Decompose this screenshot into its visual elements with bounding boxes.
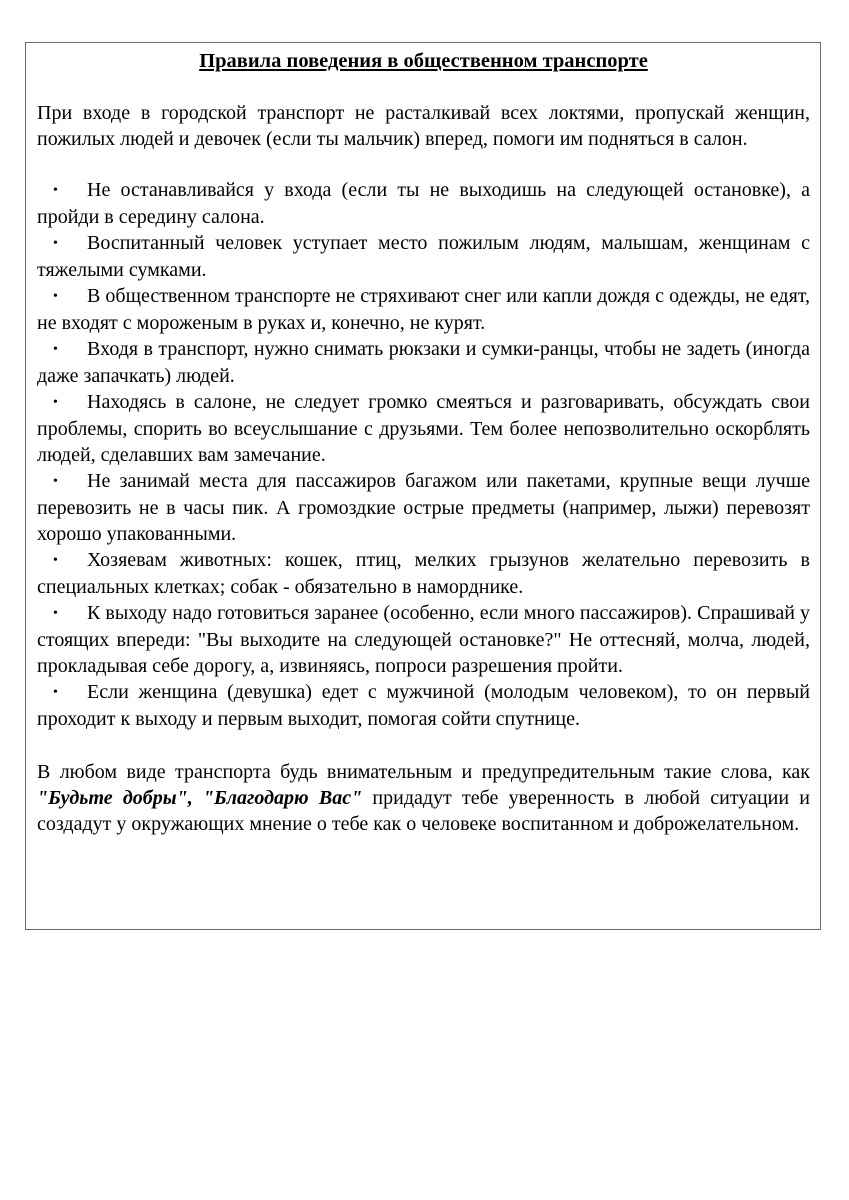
bullet-icon: • <box>53 395 58 410</box>
list-item-text: Не занимай места для пассажиров багажом или пакетами, крупные вещи лучше перевозить не в часы пик. А громоздкие острые предметы (например, лыжи) перевозят хорошо упакованными. <box>37 470 810 545</box>
bullet-icon: • <box>53 183 58 198</box>
intro-paragraph: При входе в городской транспорт не расталкивай всех локтями, пропускай женщин, пожилых людей и девочек (если ты мальчик) вперед, помоги им подняться в салон. <box>37 102 810 150</box>
list-item <box>37 230 810 283</box>
list-item-text: Хозяевам животных: кошек, птиц, мелких грызунов желательно перевозить в специальных клетках; собак - обязательно в наморднике. <box>37 549 810 598</box>
list-item <box>37 336 810 389</box>
list-item-text: Если женщина (девушка) едет с мужчиной (молодым человеком), то он первый проходит к выходу и первым выходит, помогая сойти спутнице. <box>37 681 810 730</box>
bullet-icon: • <box>53 685 58 700</box>
outro-text-start: В любом виде транспорта будь внимательным и предупредительным такие слова, как <box>37 761 810 783</box>
bullet-icon: • <box>53 342 58 357</box>
bullet-icon: • <box>53 474 58 489</box>
bullet-icon: • <box>53 236 58 251</box>
list-item-text: Находясь в салоне, не следует громко смеяться и разговаривать, обсуждать свои проблемы, спорить во всеуслышание с друзьями. Тем более непозволительно оскорблять людей, сделавших вам замечание. <box>37 391 810 466</box>
outro-paragraph <box>37 759 810 837</box>
list-item <box>37 679 810 732</box>
list-item-text: К выходу надо готовиться заранее (особенно, если много пассажиров). Спрашивай у стоящих впереди: "Вы выходите на следующей остановке?" Не оттесняй, молча, людей, прокладывая себе дорогу, а, извиняясь, попроси разрешения пройти. <box>37 602 810 677</box>
list-item <box>37 389 810 468</box>
list-item-text: Не останавливайся у входа (если ты не выходишь на следующей остановке), а пройди в середину салона. <box>37 179 810 228</box>
list-item <box>37 177 810 230</box>
outro-emphasis: "Будьте добры", "Благодарю Вас" <box>37 787 363 809</box>
outro-text-end: придадут тебе уверенность в любой ситуации и создадут у окружающих мнение о тебе как о человеке воспитанном и доброжелательном. <box>37 787 810 835</box>
list-item-text: В общественном транспорте не стряхивают снег или капли дождя с одежды, не едят, не входят с мороженым в руках и, конечно, не курят. <box>37 285 810 334</box>
list-item <box>37 547 810 600</box>
document-body <box>37 45 810 837</box>
bullet-icon: • <box>53 289 58 304</box>
list-item <box>37 600 810 679</box>
bullet-icon: • <box>53 553 58 568</box>
document-title: Правила поведения в общественном транспорте <box>199 50 648 72</box>
rules-list <box>37 177 810 732</box>
bullet-icon: • <box>53 606 58 621</box>
list-item-text: Входя в транспорт, нужно снимать рюкзаки и сумки-ранцы, чтобы не задеть (иногда даже запачкать) людей. <box>37 338 810 387</box>
list-item <box>37 283 810 336</box>
list-item <box>37 468 810 547</box>
list-item-text: Воспитанный человек уступает место пожилым людям, малышам, женщинам с тяжелыми сумками. <box>37 232 810 281</box>
